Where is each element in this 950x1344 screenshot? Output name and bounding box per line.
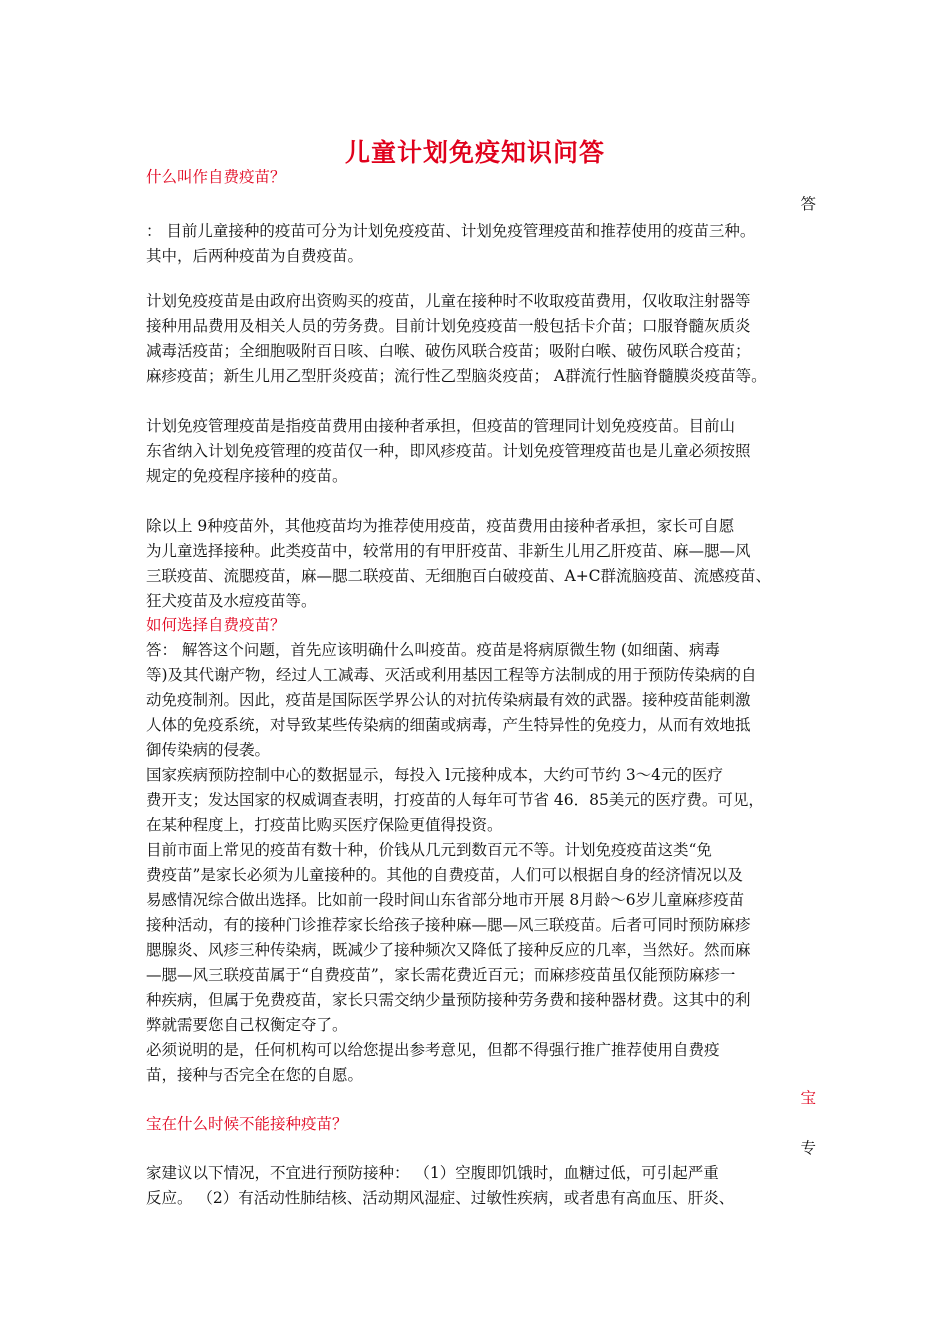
text-line: 计划免疫管理疫苗是指疫苗费用由接种者承担，但疫苗的管理同计划免疫疫苗。目前山 [146, 417, 736, 435]
text-line: 接种活动，有的接种门诊推荐家长给孩子接种麻—腮—风三联疫苗。后者可同时预防麻疹 [146, 916, 751, 934]
question-heading: 宝在什么时候不能接种疫苗？ [146, 1115, 348, 1133]
text-line: —腮—风三联疫苗属于“自费疫苗”，家长需花费近百元；而麻疹疫苗虽仅能预防麻疹一 [146, 966, 736, 984]
text-line: 等)及其代谢产物，经过人工减毒、灭活或利用基因工程等方法制成的用于预防传染病的自 [146, 666, 757, 684]
question-heading: 如何选择自费疫苗？ [146, 616, 286, 634]
text-line: 答： 解答这个问题，首先应该明确什么叫疫苗。疫苗是将病原微生物 (如细菌、病毒 [146, 641, 720, 659]
text-line: 易感情况综合做出选择。比如前一段时间山东省部分地市开展 8月龄～6岁儿童麻疹疫苗 [146, 891, 745, 909]
text-line: 费疫苗”是家长必须为儿童接种的。其他的自费疫苗，人们可以根据自身的经济情况以及 [146, 866, 743, 884]
text-line: 弊就需要您自己权衡定夺了。 [146, 1016, 348, 1034]
text-line: 动免疫制剂。因此，疫苗是国际医学界公认的对抗传染病最有效的武器。接种疫苗能刺激 [146, 691, 751, 709]
text-line: 三联疫苗、流腮疫苗，麻—腮二联疫苗、无细胞百白破疫苗、A+C群流脑疫苗、流感疫苗、 [146, 567, 772, 585]
text-line: 其中，后两种疫苗为自费疫苗。 [146, 247, 364, 265]
text-line: 规定的免疫程序接种的疫苗。 [146, 467, 348, 485]
text-line: 种疾病，但属于免费疫苗，家长只需交纳少量预防接种劳务费和接种器材费。这其中的利 [146, 991, 751, 1009]
text-line: 专 [800, 1139, 816, 1157]
text-line: 计划免疫疫苗是由政府出资购买的疫苗，儿童在接种时不收取疫苗费用，仅收取注射器等 [146, 292, 751, 310]
question-heading: 宝 [800, 1089, 816, 1107]
text-line: ： 目前儿童接种的疫苗可分为计划免疫疫苗、计划免疫管理疫苗和推荐使用的疫苗三种。 [146, 222, 756, 240]
text-line: 反应。 （2）有活动性肺结核、活动期风湿症、过敏性疾病，或者患有高血压、肝炎、 [146, 1189, 735, 1207]
text-line: 在某种程度上，打疫苗比购买医疗保险更值得投资。 [146, 816, 503, 834]
text-line: 人体的免疫系统，对导致某些传染病的细菌或病毒，产生特异性的免疫力，从而有效地抵 [146, 716, 751, 734]
text-line: 狂犬疫苗及水痘疫苗等。 [146, 592, 317, 610]
text-line: 麻疹疫苗；新生儿用乙型肝炎疫苗；流行性乙型脑炎疫苗； A群流行性脑脊髓膜炎疫苗等。 [146, 367, 767, 385]
text-line: 减毒活疫苗；全细胞吸附百日咳、白喉、破伤风联合疫苗；吸附白喉、破伤风联合疫苗； [146, 342, 751, 360]
text-line: 目前市面上常见的疫苗有数十种，价钱从几元到数百元不等。计划免疫疫苗这类“免 [146, 841, 712, 859]
text-line: 费开支；发达国家的权威调查表明，打疫苗的人每年可节省 46．85美元的医疗费。可见， [146, 791, 764, 809]
text-line: 答 [800, 195, 816, 213]
text-line: 苗，接种与否完全在您的自愿。 [146, 1066, 364, 1084]
text-line: 为儿童选择接种。此类疫苗中，较常用的有甲肝疫苗、非新生儿用乙肝疫苗、麻—腮—风 [146, 542, 751, 560]
text-line: 家建议以下情况，不宜进行预防接种： （1）空腹即饥饿时，血糖过低，可引起严重 [146, 1164, 719, 1182]
text-line: 东省纳入计划免疫管理的疫苗仅一种，即风疹疫苗。计划免疫管理疫苗也是儿童必须按照 [146, 442, 751, 460]
text-line: 除以上 9种疫苗外，其他疫苗均为推荐使用疫苗，疫苗费用由接种者承担，家长可自愿 [146, 517, 735, 535]
text-line: 必须说明的是，任何机构可以给您提出参考意见，但都不得强行推广推荐使用自费疫 [146, 1041, 720, 1059]
question-heading: 什么叫作自费疫苗？ [146, 168, 286, 186]
document-title: 儿童计划免疫知识问答 [344, 138, 605, 167]
text-line: 接种用品费用及相关人员的劳务费。目前计划免疫疫苗一般包括卡介苗；口服脊髓灰质炎 [146, 317, 751, 335]
text-line: 御传染病的侵袭。 [146, 741, 271, 759]
text-line: 国家疾病预防控制中心的数据显示，每投入 l元接种成本，大约可节约 3～4元的医疗 [146, 766, 724, 784]
text-line: 腮腺炎、风疹三种传染病，既减少了接种频次又降低了接种反应的几率，当然好。然而麻 [146, 941, 751, 959]
